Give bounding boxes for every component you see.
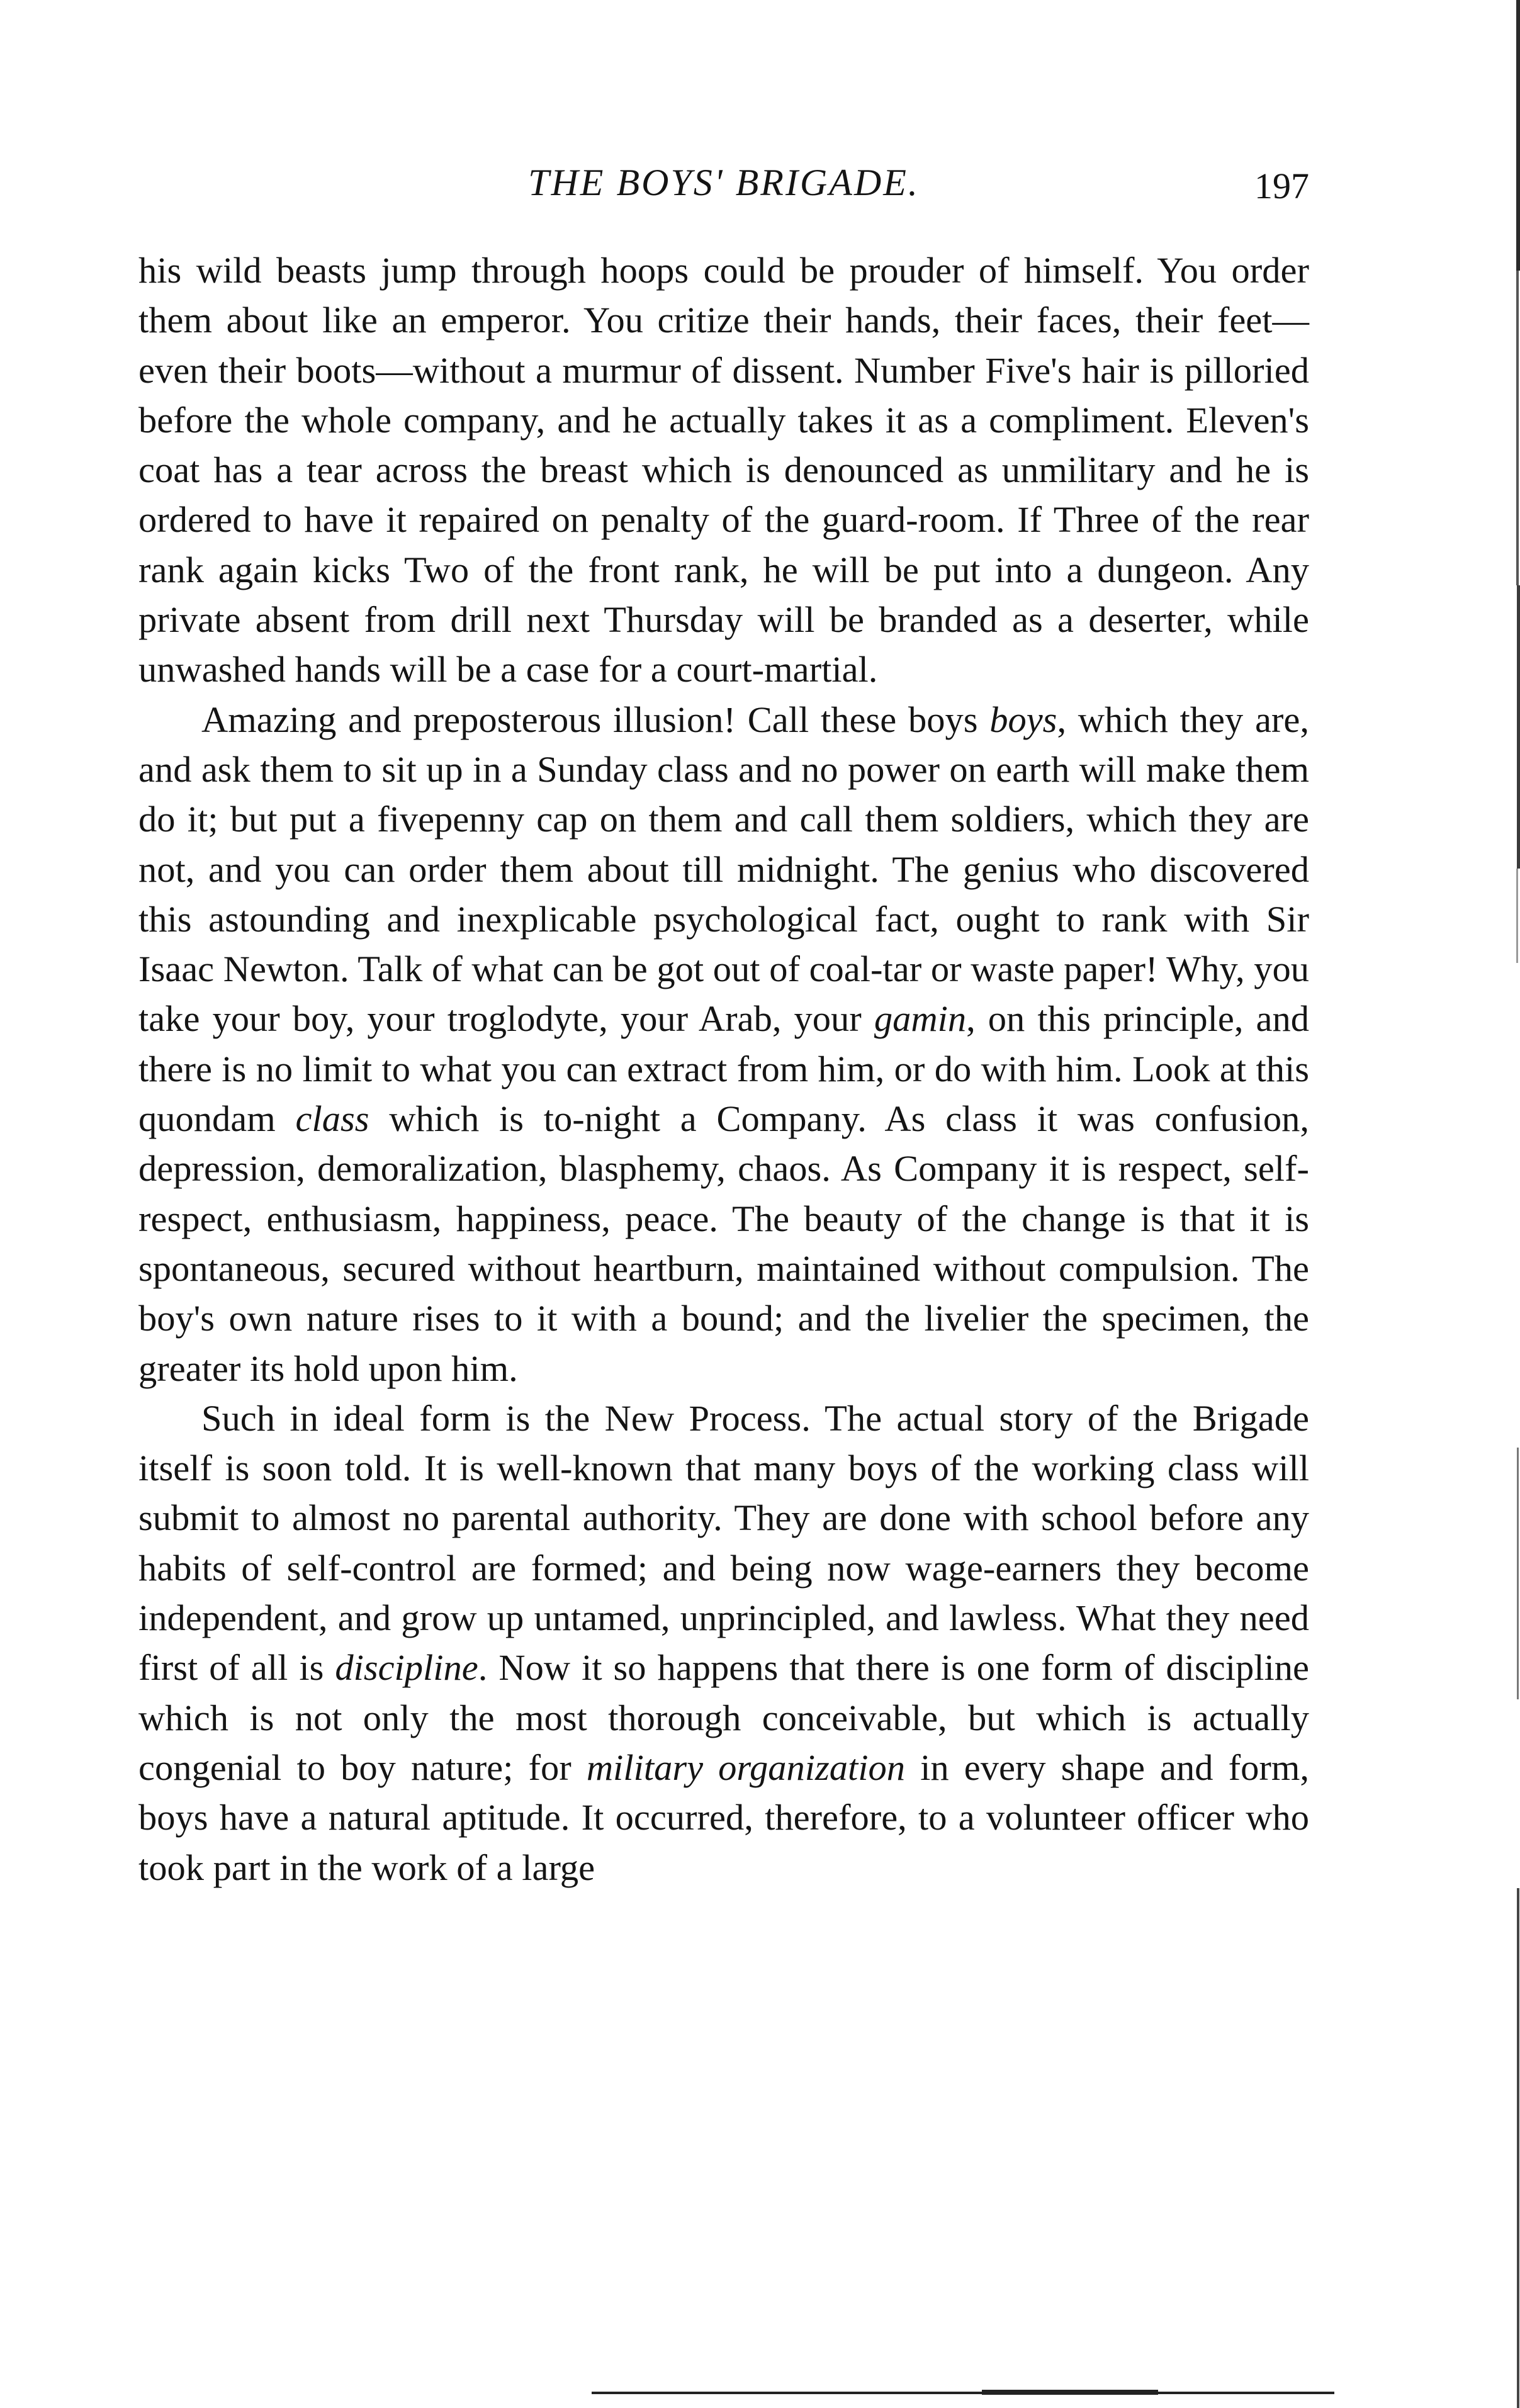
- page-edge-shadow: [1516, 271, 1519, 585]
- italic-term: boys: [989, 699, 1057, 740]
- italic-term: military organization: [586, 1747, 906, 1788]
- paragraph-text: which is to-night a Company. As class it was confusion, depression, demoralization, blasphemy, chaos. As Company it is respect, self-respect, enthusiasm, happiness, peace. The beauty of the change is that it is spontaneous, secured without heartburn, maintained without compulsion. The boy's own nature rises to it with a bound; and the livelier the specimen, the greater its hold upon him.: [138, 1098, 1310, 1389]
- page-number: 197: [1254, 166, 1309, 206]
- paragraph-text: , on this principle, and there is no limit to what you can extract from him, or do with him. Look at this quondam: [138, 998, 1309, 1140]
- paragraph-3: [138, 1393, 1309, 1893]
- paragraph-1: [138, 245, 1309, 695]
- running-head: [138, 157, 1309, 208]
- italic-term: discipline: [335, 1647, 478, 1689]
- paragraph-text: in every shape and form, boys have a natural aptitude. It occurred, therefore, to a volunteer officer who took part in the work of a large: [138, 1747, 1309, 1888]
- page-edge-shadow: [1517, 585, 1520, 869]
- page-edge-shadow: [1516, 869, 1518, 963]
- bottom-edge-line: [592, 2392, 1334, 2394]
- paragraph-2: [138, 695, 1309, 1393]
- paragraph-text: Amazing and preposterous illusion! Call these boys: [201, 699, 990, 740]
- paragraph-text: Such in ideal form is the New Process. The actual story of the Brigade itself is soon told. It is well-known that many boys of the working class will submit to almost no parental authority. They are done with school before any habits of self-control are formed; and being now wage-earners they become independent, and grow up untamed, unprincipled, and lawless. What they need first of all is: [138, 1397, 1309, 1689]
- paragraph-text: . Now it so happens that there is one form of discipline which is not only the most thorough conceivable, but which is actually congenial to boy nature; for: [138, 1647, 1309, 1788]
- page-edge-shadow: [1517, 1888, 1519, 2408]
- italic-term: class: [295, 1098, 369, 1140]
- paragraph-text: his wild beasts jump through hoops could be prouder of himself. You order them about like an emperor. You critize their hands, their faces, their feet—even their boots—without a murmur of dissent. Number Five's hair is pilloried before the whole company, and he actually takes it as a compliment. Eleven's coat has a tear across the breast which is denounced as unmilitary and he is ordered to have it repaired on penalty of the guard-room. If Three of the rear rank again kicks Two of the front rank, he will be put into a dungeon. Any private absent from drill next Thursday will be branded as a deserter, while unwashed hands will be a case for a court-martial.: [138, 250, 1309, 690]
- running-title: THE BOYS' BRIGADE.: [528, 162, 920, 203]
- page-edge-shadow: [1517, 1448, 1519, 1699]
- italic-term: gamin: [874, 998, 967, 1040]
- bottom-edge-line: [982, 2390, 1158, 2395]
- page-edge-shadow: [1516, 0, 1520, 271]
- body-text: [138, 245, 1309, 1893]
- paragraph-text: , which they are, and ask them to sit up in a Sunday class and no power on earth will make them do it; but put a fivepenny cap on them and call them soldiers, which they are not, and you can order them about till midnight. The genius who discovered this astounding and inexplicable psychological fact, ought to rank with Sir Isaac Newton. Talk of what can be got out of coal-tar or waste paper! Why, you take your boy, your troglodyte, your Arab, your: [138, 699, 1309, 1040]
